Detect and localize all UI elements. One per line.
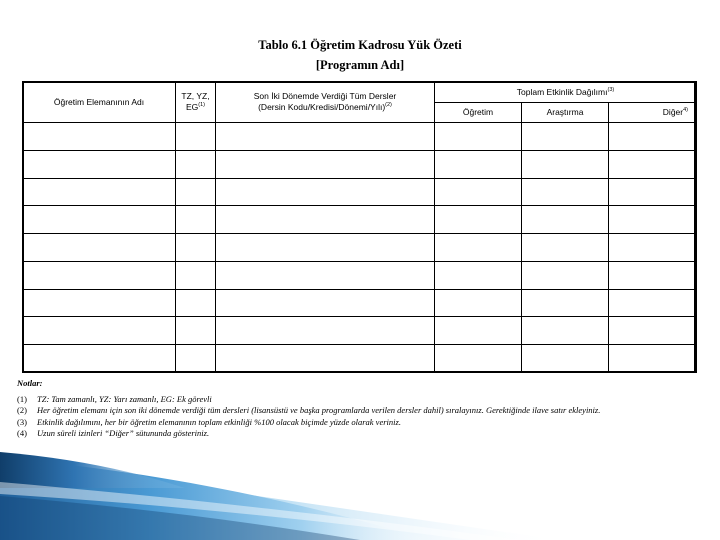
note-item xyxy=(17,417,701,429)
decorative-swoosh xyxy=(0,452,720,540)
note-number: (2) xyxy=(17,405,27,415)
subheader-research: Araştırma xyxy=(522,103,609,123)
header-courses: Son İki Dönemde Verdiği Tüm Dersler (Dersin Kodu/Kredisi/Dönemi/Yılı)$^{(2)}$ xyxy=(216,82,435,123)
notes-section xyxy=(17,378,701,440)
program-name: [Programın Adı] xyxy=(315,58,405,72)
notes-title: Notlar: xyxy=(17,378,43,388)
subheader-other: Diğer$^{4)}$ xyxy=(609,103,697,123)
table-outer-border xyxy=(22,81,696,373)
header-activity-distribution: Toplam Etkinlik Dağılımı$^{(3)}$ xyxy=(435,82,697,103)
note-item xyxy=(17,394,701,406)
notes-list xyxy=(17,394,701,440)
note-item xyxy=(17,405,701,417)
note-number: (3) xyxy=(17,416,27,427)
note-text: Uzun süreli izinleri “Diğer” sütununda gösteriniz. xyxy=(37,428,210,438)
note-text: Etkinlik dağılımını, her bir öğretim elemanının toplam etkinliği %100 olacak biçimde yüzde olarak veriniz. xyxy=(37,416,401,427)
note-item xyxy=(17,428,701,440)
subheader-teaching: Öğretim xyxy=(435,103,522,123)
header-employment-type: TZ, YZ, EG$^{(1)}$ xyxy=(176,82,216,123)
note-text: Her öğretim elemanı için son iki dönemde verdiği tüm dersleri (lisansüstü ve başka programlarda verilen dersler dahil) sıralayınız. Gerektiğinde ilave satır ekleyiniz. xyxy=(37,405,601,415)
table-title: Tablo 6.1 Öğretim Kadrosu Yük Özeti xyxy=(258,38,462,52)
note-number: (4) xyxy=(17,428,27,438)
note-text: TZ: Tam zamanlı, YZ: Yarı zamanlı, EG: Ek görevli xyxy=(37,393,212,404)
note-number: (1) xyxy=(17,393,27,404)
header-faculty-name: Öğretim Elemanının Adı xyxy=(23,82,176,123)
